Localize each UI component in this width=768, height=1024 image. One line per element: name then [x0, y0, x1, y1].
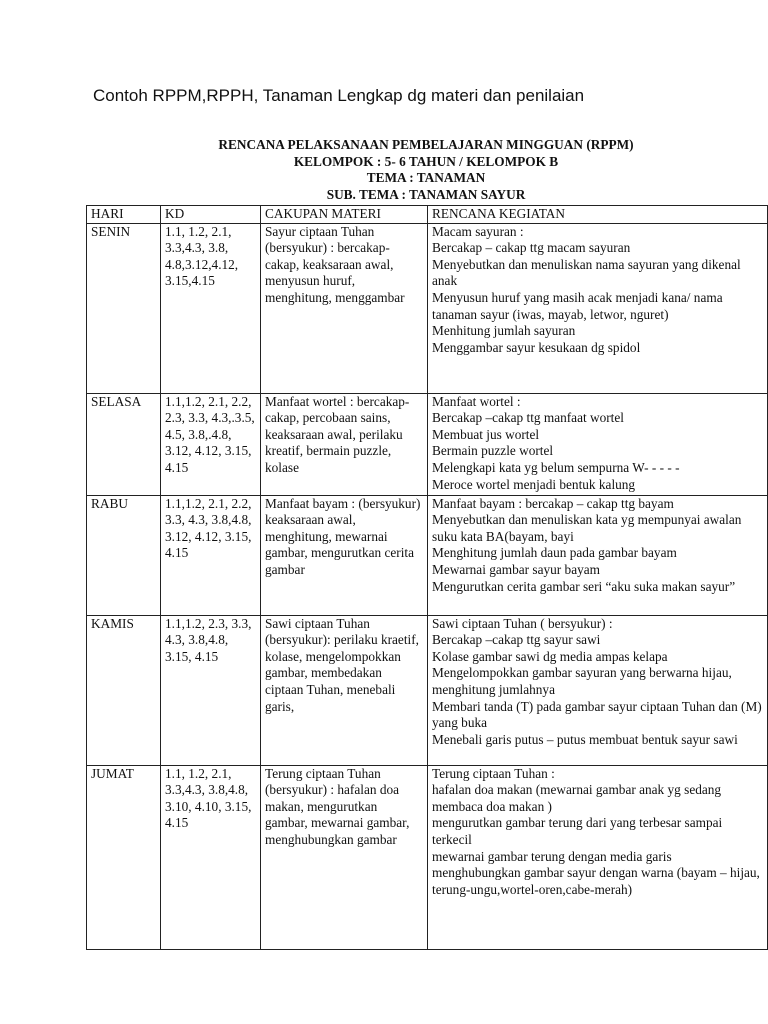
cell-hari: SELASA [87, 393, 161, 495]
kegiatan-line: Macam sayuran : [432, 223, 524, 239]
kegiatan-line: Mengurutkan cerita gambar seri “aku suka makan sayur” [432, 578, 736, 594]
kegiatan-line: Sawi ciptaan Tuhan ( bersyukur) : [432, 615, 613, 631]
cell-kegiatan [428, 393, 768, 495]
header-kegiatan: RENCANA KEGIATAN [428, 206, 768, 224]
cell-kd: 1.1, 1.2, 2.1, 3.3,4.3, 3.8,4.8, 3.10, 4.10, 3.15, 4.15 [161, 765, 261, 949]
kegiatan-line: Menggambar sayur kesukaan dg spidol [432, 339, 641, 355]
cell-kd: 1.1, 1.2, 2.1, 3.3,4.3, 3.8, 4.8,3.12,4.12, 3.15,4.15 [161, 223, 261, 393]
kegiatan-line: Melengkapi kata yg belum sempurna W- - - - - [432, 459, 680, 475]
cell-cakupan: Manfaat bayam : (bersyukur) keaksaraan awal, menghitung, mewarnai gambar, mengurutkan cerita gambar [261, 495, 428, 615]
header-kd: KD [161, 206, 261, 224]
kegiatan-line: Menyusun huruf yang masih acak menjadi kana/ nama tanaman sayur (iwas, mayab, letwor, nguret) [432, 289, 723, 322]
table-row [87, 615, 768, 765]
cell-kegiatan [428, 223, 768, 393]
cell-hari: SENIN [87, 223, 161, 393]
kegiatan-line: Terung ciptaan Tuhan : [432, 765, 555, 781]
cell-kegiatan [428, 495, 768, 615]
heading-line-3: TEMA : TANAMAN [366, 170, 486, 186]
table-row [87, 223, 768, 393]
kegiatan-line: Menhitung jumlah sayuran [432, 323, 576, 339]
cell-hari: KAMIS [87, 615, 161, 765]
cell-kegiatan [428, 765, 768, 949]
rppm-table [86, 205, 768, 950]
kegiatan-line: hafalan doa makan (mewarnai gambar anak yg sedang membaca doa makan ) [432, 782, 722, 814]
heading-line-1: RENCANA PELAKSANAAN PEMBELAJARAN MINGGUAN (RPPM) [218, 137, 634, 152]
heading-line-2: KELOMPOK : 5- 6 TAHUN / KELOMPOK B [293, 153, 559, 169]
cell-cakupan: Sawi ciptaan Tuhan (bersyukur): perilaku kraetif, kolase, mengelompokkan gambar, membedakan ciptaan Tuhan, menebali garis, [261, 615, 428, 765]
cell-hari: RABU [87, 495, 161, 615]
kegiatan-line: Menghitung jumlah daun pada gambar bayam [432, 545, 677, 561]
table-row [87, 765, 768, 949]
kegiatan-line: Meroce wortel menjadi bentuk kalung [432, 476, 636, 492]
kegiatan-line: Bercakap –cakap ttg sayur sawi [432, 632, 601, 648]
cell-kd: 1.1,1.2, 2.3, 3.3, 4.3, 3.8,4.8, 3.15, 4.15 [161, 615, 261, 765]
kegiatan-line: Membuat jus wortel [432, 426, 540, 442]
table-header-row [87, 206, 768, 224]
cell-cakupan: Manfaat wortel : bercakap-cakap, percobaan sains, keaksaraan awal, perilaku kreatif, bermain puzzle, kolase [261, 393, 428, 495]
page-title: Contoh RPPM,RPPH, Tanaman Lengkap dg materi dan penilaian [93, 86, 585, 105]
cell-cakupan: Sayur ciptaan Tuhan (bersyukur) : bercakap-cakap, keaksaraan awal, menyusun huruf, menghitung, menggambar [261, 223, 428, 393]
document-heading [86, 137, 766, 203]
kegiatan-line: mewarnai gambar terung dengan media garis [432, 848, 672, 864]
table-row [87, 393, 768, 495]
cell-cakupan: Terung ciptaan Tuhan (bersyukur) : hafalan doa makan, mengurutkan gambar, mewarnai gambar, menghubungkan gambar [261, 765, 428, 949]
cell-hari: JUMAT [87, 765, 161, 949]
kegiatan-line: Kolase gambar sawi dg media ampas kelapa [432, 648, 668, 664]
kegiatan-line: Menyebutkan dan menuliskan nama sayuran yang dikenal anak [432, 256, 741, 289]
kegiatan-line: Manfaat wortel : [432, 393, 521, 409]
kegiatan-line: Bermain puzzle wortel [432, 443, 554, 459]
kegiatan-line: Manfaat bayam : bercakap – cakap ttg bayam [432, 495, 674, 511]
kegiatan-line: mengurutkan gambar terung dari yang terbesar sampai terkecil [432, 815, 723, 847]
table-row [87, 495, 768, 615]
kegiatan-line: Bercakap – cakap ttg macam sayuran [432, 240, 631, 256]
cell-kd: 1.1,1.2, 2.1, 2.2, 3.3, 4.3, 3.8,4.8, 3.12, 4.12, 3.15, 4.15 [161, 495, 261, 615]
cell-kd: 1.1,1.2, 2.1, 2.2, 2.3, 3.3, 4.3,.3.5, 4.5, 3.8,.4.8, 3.12, 4.12, 3.15, 4.15 [161, 393, 261, 495]
header-cakupan: CAKUPAN MATERI [261, 206, 428, 224]
kegiatan-line: Menebali garis putus – putus membuat bentuk sayur sawi [432, 731, 738, 747]
cell-kegiatan [428, 615, 768, 765]
kegiatan-line: Menyebutkan dan menuliskan kata yg mempunyai awalan suku kata BA(bayam, bayi [432, 512, 742, 544]
kegiatan-line: Membari tanda (T) pada gambar sayur ciptaan Tuhan dan (M) yang buka [432, 698, 762, 731]
kegiatan-line: menghubungkan gambar sayur dengan warna (bayam – hijau, terung-ungu,wortel-oren,cabe-merah) [432, 865, 760, 897]
kegiatan-line: Mengelompokkan gambar sayuran yang berwarna hijau, menghitung jumlahnya [432, 665, 732, 697]
heading-line-4: SUB. TEMA : TANAMAN SAYUR [326, 186, 526, 202]
kegiatan-line: Bercakap –cakap ttg manfaat wortel [432, 410, 624, 426]
kegiatan-line: Mewarnai gambar sayur bayam [432, 561, 600, 577]
header-hari: HARI [87, 206, 161, 224]
